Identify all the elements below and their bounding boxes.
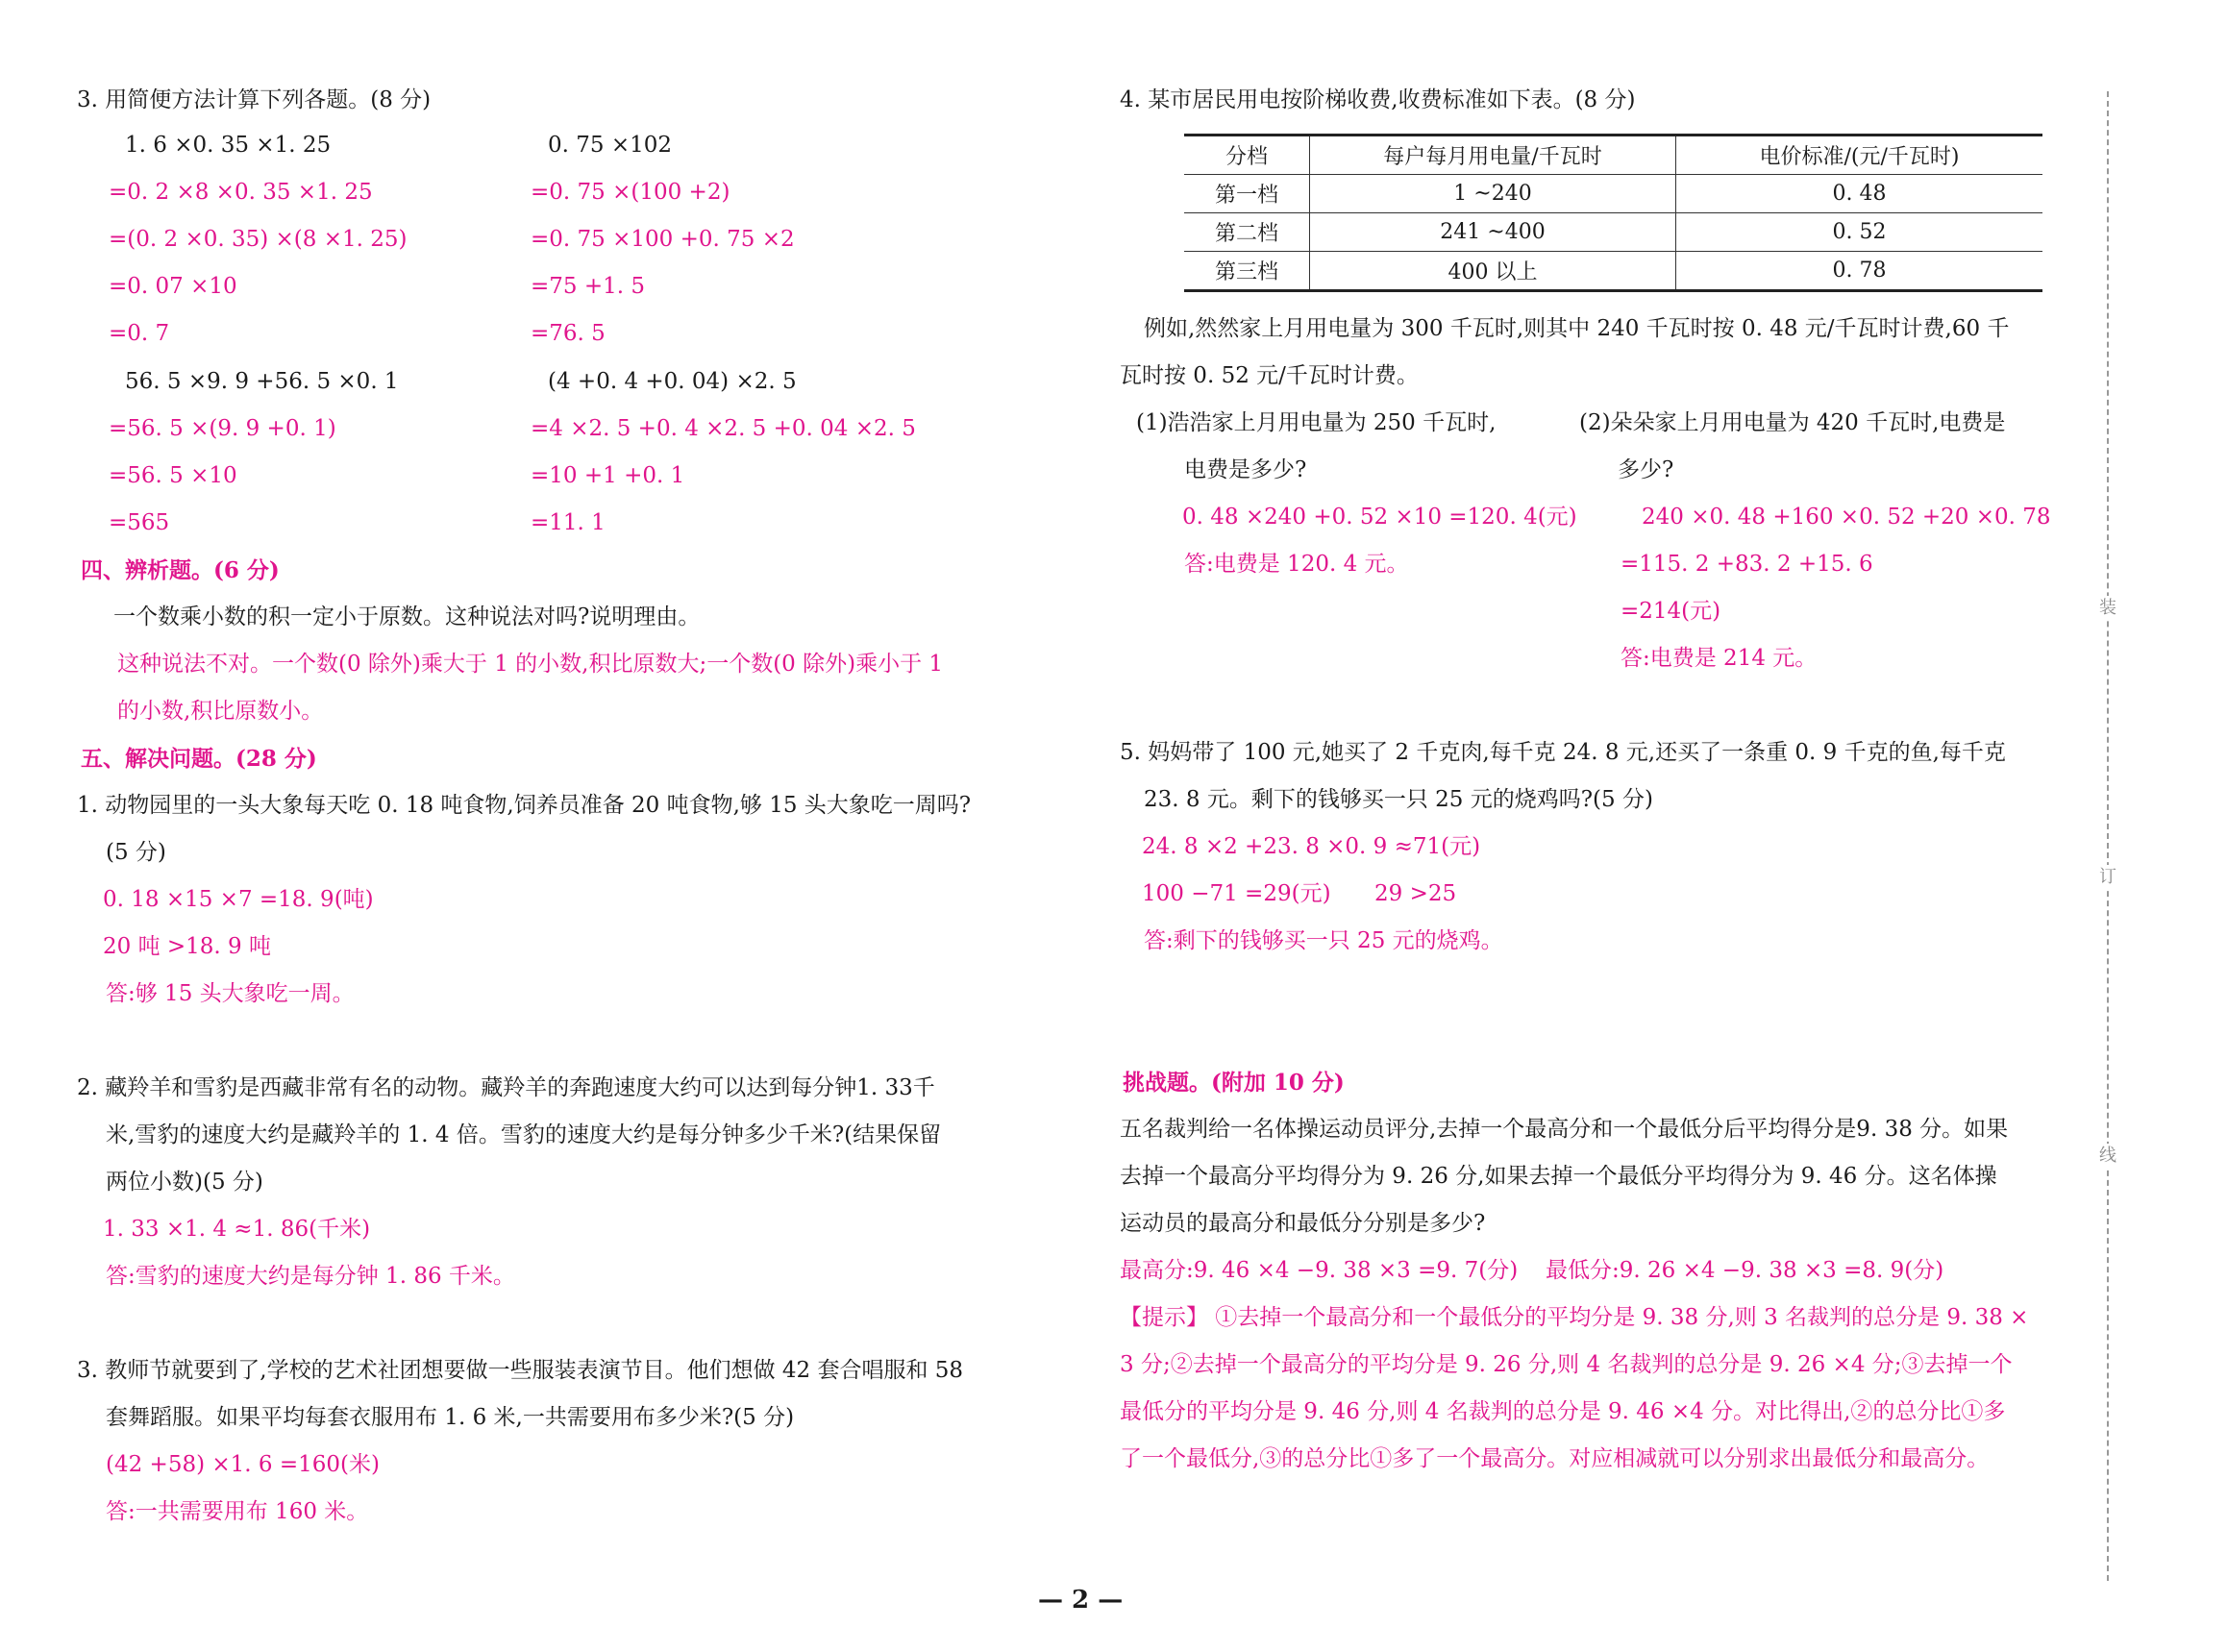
sub1-question-line: (1)浩浩家上月用电量为 250 千瓦时,: [1136, 410, 1497, 435]
hint-line: 3 分;②去掉一个最高分的平均分是 9. 26 分,则 4 名裁判的总分是 9. 26 ×4 分;③去掉一个: [1120, 1352, 2013, 1377]
q5-answer-line: 29 >25: [1374, 881, 1457, 906]
binding-word: 订: [2099, 865, 2116, 890]
p2-question-line: 两位小数)(5 分): [106, 1170, 263, 1195]
p3-question-line: 套舞蹈服。如果平均每套衣服用布 1. 6 米,一共需要用布多少米?(5 分): [106, 1405, 795, 1430]
challenge-question-line: 去掉一个最高分平均得分为 9. 26 分,如果去掉一个最低分平均得分为 9. 46 分。这名体操: [1120, 1164, 1997, 1189]
table-cell: 1 ~240: [1310, 175, 1676, 213]
table-cell: 400 以上: [1310, 252, 1676, 291]
p1-question-line: (5 分): [106, 840, 166, 865]
calc-a-line: =0. 7: [109, 321, 170, 346]
sub2-question-line: (2)朵朵家上月用电量为 420 千瓦时,电费是: [1579, 410, 2006, 435]
calc-b-line: =0. 75 ×100 +0. 75 ×2: [531, 227, 795, 252]
calc-d-line: =11. 1: [531, 510, 606, 535]
table-row: [1184, 213, 2042, 252]
p1-answer-line: 答:够 15 头大象吃一周。: [106, 981, 355, 1006]
calc-a-line: =(0. 2 ×0. 35) ×(8 ×1. 25): [109, 227, 408, 252]
calc-b-line: =0. 75 ×(100 +2): [531, 180, 730, 205]
section-5-heading: 五、解决问题。(28 分): [81, 746, 317, 772]
calc-c-line: =565: [109, 510, 170, 535]
p3-answer-line: (42 +58) ×1. 6 =160(米): [106, 1452, 380, 1477]
p3-answer-line: 答:一共需要用布 160 米。: [106, 1499, 369, 1524]
challenge-question-line: 运动员的最高分和最低分分别是多少?: [1120, 1211, 1486, 1236]
challenge-answer-min: 最低分:9. 26 ×4 −9. 38 ×3 =8. 9(分): [1546, 1258, 1944, 1283]
sub2-answer-line: 240 ×0. 48 +160 ×0. 52 +20 ×0. 78: [1642, 505, 2051, 530]
sec4-answer-line: 的小数,积比原数小。: [117, 699, 324, 724]
q5-answer-line: 100 −71 =29(元): [1142, 881, 1331, 906]
sub2-answer-line: 答:电费是 214 元。: [1621, 646, 1818, 671]
q5-question-line: 5. 妈妈带了 100 元,她买了 2 千克肉,每千克 24. 8 元,还买了一条重 0. 9 千克的鱼,每千克: [1120, 740, 2006, 765]
binding-word: 线: [2099, 1144, 2116, 1169]
table-header-cell: 分档: [1184, 136, 1310, 175]
calc-b-line: =76. 5: [531, 321, 606, 346]
page-number: — 2 —: [1038, 1586, 1124, 1615]
table-header-cell: 每户每月用电量/千瓦时: [1310, 136, 1676, 175]
p2-question-line: 米,雪豹的速度大约是藏羚羊的 1. 4 倍。雪豹的速度大约是每分钟多少千米?(结果保留: [106, 1122, 942, 1147]
table-cell: 241 ~400: [1310, 213, 1676, 252]
q4-example-line: 例如,然然家上月用电量为 300 千瓦时,则其中 240 千瓦时按 0. 48 元/千瓦时计费,60 千: [1144, 316, 2010, 341]
calc-a-line: 1. 6 ×0. 35 ×1. 25: [125, 133, 332, 158]
table-cell: 第三档: [1184, 252, 1310, 291]
hint-line: 【提示】 ①去掉一个最高分和一个最低分的平均分是 9. 38 分,则 3 名裁判的总分是 9. 38 ×: [1120, 1305, 2029, 1330]
q4-title: 4. 某市居民用电按阶梯收费,收费标准如下表。(8 分): [1120, 87, 1636, 112]
challenge-question-line: 五名裁判给一名体操运动员评分,去掉一个最高分和一个最低分后平均得分是9. 38 分。如果: [1120, 1117, 2009, 1142]
p2-answer-line: 1. 33 ×1. 4 ≈1. 86(千米): [103, 1217, 371, 1242]
table-cell: 0. 48: [1676, 175, 2043, 213]
hint-line: 最低分的平均分是 9. 46 分,则 4 名裁判的总分是 9. 46 ×4 分。对比得出,②的总分比①多: [1120, 1399, 2006, 1424]
sec4-answer-line: 这种说法不对。一个数(0 除外)乘大于 1 的小数,积比原数大;一个数(0 除外)乘小于 1: [117, 652, 944, 677]
p3-question-line: 3. 教师节就要到了,学校的艺术社团想要做一些服装表演节目。他们想做 42 套合唱服和 58: [77, 1358, 964, 1383]
q5-answer-line: 答:剩下的钱够买一只 25 元的烧鸡。: [1144, 928, 1503, 953]
calc-c-line: =56. 5 ×10: [109, 463, 237, 488]
calc-d-line: =4 ×2. 5 +0. 4 ×2. 5 +0. 04 ×2. 5: [531, 416, 916, 441]
calc-a-line: =0. 2 ×8 ×0. 35 ×1. 25: [109, 180, 373, 205]
p1-answer-line: 0. 18 ×15 ×7 =18. 9(吨): [103, 887, 374, 912]
sub2-answer-line: =115. 2 +83. 2 +15. 6: [1621, 552, 1873, 577]
sub2-answer-line: =214(元): [1621, 599, 1721, 624]
challenge-answer-max: 最高分:9. 46 ×4 −9. 38 ×3 =9. 7(分): [1120, 1258, 1519, 1283]
calc-a-line: =0. 07 ×10: [109, 274, 237, 299]
p2-answer-line: 答:雪豹的速度大约是每分钟 1. 86 千米。: [106, 1264, 515, 1289]
p2-question-line: 2. 藏羚羊和雪豹是西藏非常有名的动物。藏羚羊的奔跑速度大约可以达到每分钟1. 33千: [77, 1075, 935, 1100]
calc-d-line: =10 +1 +0. 1: [531, 463, 685, 488]
table-header-row: [1184, 136, 2042, 175]
table-cell: 第二档: [1184, 213, 1310, 252]
p1-answer-line: 20 吨 >18. 9 吨: [103, 934, 271, 959]
sub1-answer-line: 0. 48 ×240 +0. 52 ×10 =120. 4(元): [1182, 505, 1577, 530]
sub1-question-line: 电费是多少?: [1184, 457, 1307, 482]
table-cell: 0. 52: [1676, 213, 2043, 252]
q5-answer-line: 24. 8 ×2 +23. 8 ×0. 9 ≈71(元): [1142, 834, 1481, 859]
section-4-heading: 四、辨析题。(6 分): [81, 557, 280, 583]
binding-word: 装: [2099, 596, 2116, 621]
q3-title: 3. 用简便方法计算下列各题。(8 分): [77, 87, 432, 112]
calc-c-line: 56. 5 ×9. 9 +56. 5 ×0. 1: [125, 369, 399, 394]
calc-c-line: =56. 5 ×(9. 9 +0. 1): [109, 416, 336, 441]
challenge-heading: 挑战题。(附加 10 分): [1123, 1070, 1345, 1096]
sub1-answer-line: 答:电费是 120. 4 元。: [1184, 552, 1409, 577]
sub2-question-line: 多少?: [1618, 457, 1674, 482]
hint-line: 了一个最低分,③的总分比①多了一个最高分。对应相减就可以分别求出最低分和最高分。: [1120, 1446, 1990, 1471]
p1-question-line: 1. 动物园里的一头大象每天吃 0. 18 吨食物,饲养员准备 20 吨食物,够 15 头大象吃一周吗?: [77, 793, 972, 818]
binding-line: [2107, 91, 2109, 1581]
sec4-question: 一个数乘小数的积一定小于原数。这种说法对吗?说明理由。: [113, 604, 701, 629]
table-row: [1184, 175, 2042, 213]
q5-question-line: 23. 8 元。剩下的钱够买一只 25 元的烧鸡吗?(5 分): [1144, 787, 1653, 812]
calc-d-line: (4 +0. 4 +0. 04) ×2. 5: [548, 369, 797, 394]
table-header-cell: 电价标准/(元/千瓦时): [1676, 136, 2043, 175]
table-row: [1184, 252, 2042, 291]
tariff-table: [1184, 134, 2042, 292]
calc-b-line: =75 +1. 5: [531, 274, 646, 299]
q4-example-line: 瓦时按 0. 52 元/千瓦时计费。: [1120, 363, 1419, 388]
calc-b-line: 0. 75 ×102: [548, 133, 673, 158]
table-cell: 第一档: [1184, 175, 1310, 213]
table-cell: 0. 78: [1676, 252, 2043, 291]
